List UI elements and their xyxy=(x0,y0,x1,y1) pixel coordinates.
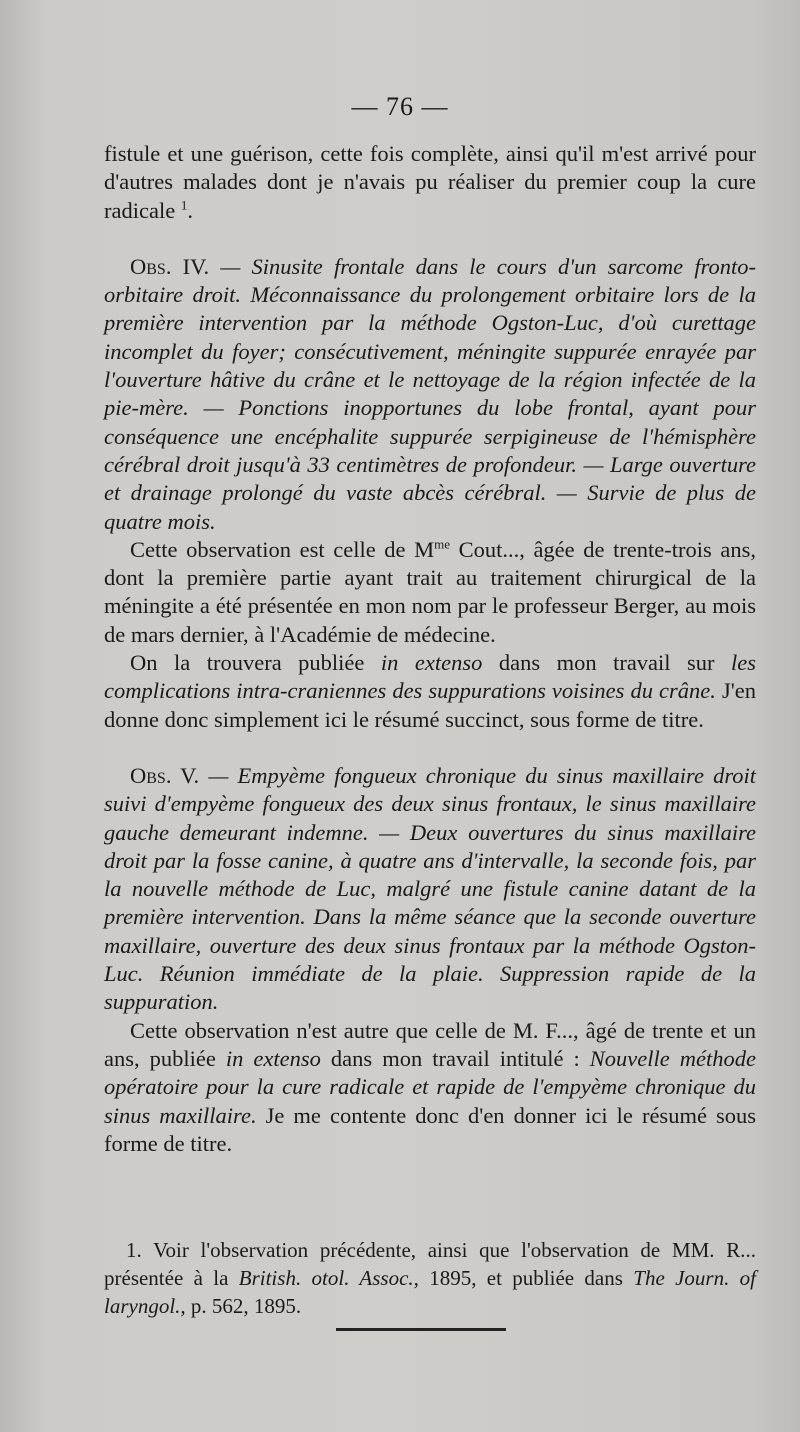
italic-span: Nouvelle méthode opératoire pour la cure radicale et rapide de l'empyème chronique du sinus maxillaire. xyxy=(104,1045,757,1128)
footnote xyxy=(104,1236,756,1320)
obs-iv-paragraph-1 xyxy=(104,536,756,649)
text-span: 1895, et publiée dans xyxy=(418,1266,634,1290)
text-span: Cette observation n'est autre que celle de M. F..., âgé de trente et un ans, publiée xyxy=(104,1017,756,1071)
obs-iv-label: Obs. IV. xyxy=(130,253,210,279)
page-number: — 76 — xyxy=(351,92,449,121)
footnote-number: 1. xyxy=(126,1238,142,1262)
text-span: Cette observation est celle de M xyxy=(130,536,435,562)
italic-span: The Journ. of laryngol., xyxy=(104,1266,757,1318)
obs-iv-title: — Sinusite frontale dans le cours d'un sarcome fronto-orbitaire droit. Méconnaissance du prolongement orbitaire lors de la première intervention par la méthode Ogston-Luc, d'où curettage incomplet du foyer; consécutivement, méningite suppurée enrayée par l'ouverture hâtive du crâne et le nettoyage de la région infectée de la pie-mère. — Ponctions inopportunes du lobe frontal, ayant pour conséquence une encéphalite suppurée serpigineuse de l'hémisphère cérébral droit jusqu'à 33 centimètres de profondeur. — Large ouverture et drainage prolongé du vaste abcès cérébral. — Survie de plus de quatre mois. xyxy=(104,253,756,534)
obs-v-paragraph xyxy=(104,1017,756,1158)
obs-v-heading xyxy=(104,762,756,1017)
footnote-text xyxy=(104,1236,756,1320)
obs-iv-heading xyxy=(104,253,756,536)
obs-iv-paragraph-2 xyxy=(104,649,756,734)
text-span: dans mon travail intitulé : xyxy=(320,1045,590,1071)
text-span: Je me contente donc d'en donner ici le résumé sous forme de titre. xyxy=(104,1102,756,1156)
footnote-ref: 1 xyxy=(180,197,188,213)
text-span: Voir l'observation précédente, ainsi que l'observation de MM. R... présentée à la xyxy=(104,1238,756,1290)
text-span: p. 562, 1895. xyxy=(185,1294,302,1318)
paragraph-continuation: fistule et une guérison, cette fois complète, ainsi qu'il m'est arrivé pour d'autres malades dont je n'avais pu réaliser du premier coup la cure radicale $^1$. xyxy=(104,141,756,223)
obs-v-title: — Empyème fongueux chronique du sinus maxillaire droit suivi d'empyème fongueux des deux sinus frontaux, le sinus maxillaire gauche demeurant indemne. — Deux ouvertures du sinus maxillaire droit par la fosse canine, à quatre ans d'intervalle, la seconde fois, par la nouvelle méthode de Luc, malgré une fistule canine datant de la première intervention. Dans la même séance que la seconde ouverture maxillaire, ouverture des deux sinus frontaux par la méthode Ogston-Luc. Réunion immédiate de la plaie. Suppression rapide de la suppuration. xyxy=(104,762,757,1015)
superscript: me xyxy=(434,536,450,552)
text-span: On la trouvera publiée xyxy=(130,650,381,676)
text-span: J'en donne donc simplement ici le résumé succinct, sous forme de titre. xyxy=(104,678,756,732)
end-rule xyxy=(336,1328,506,1331)
body-text xyxy=(104,140,756,1158)
italic-span: British. otol. Assoc., xyxy=(238,1266,419,1290)
italic-span: in extenso xyxy=(225,1045,321,1071)
italic-span: in extenso xyxy=(380,650,483,676)
paragraph-text: fistule et une guérison, cette fois complète, ainsi qu'il m'est arrivé pour d'autres malades dont je n'avais pu réaliser du premier coup la cure radicale xyxy=(104,141,756,223)
obs-v-label: Obs. V. xyxy=(130,762,200,788)
text-span: Cout..., âgée de trente-trois ans, dont la première partie ayant trait au traitement chirurgical de la méningite a été présentée en mon nom par le professeur Berger, au mois de mars dernier, à l'Académie de médecine. xyxy=(104,536,756,647)
italic-span: les complications intra-craniennes des suppurations voisines du crâne. xyxy=(104,650,757,704)
text-span: dans mon travail sur xyxy=(482,650,732,676)
